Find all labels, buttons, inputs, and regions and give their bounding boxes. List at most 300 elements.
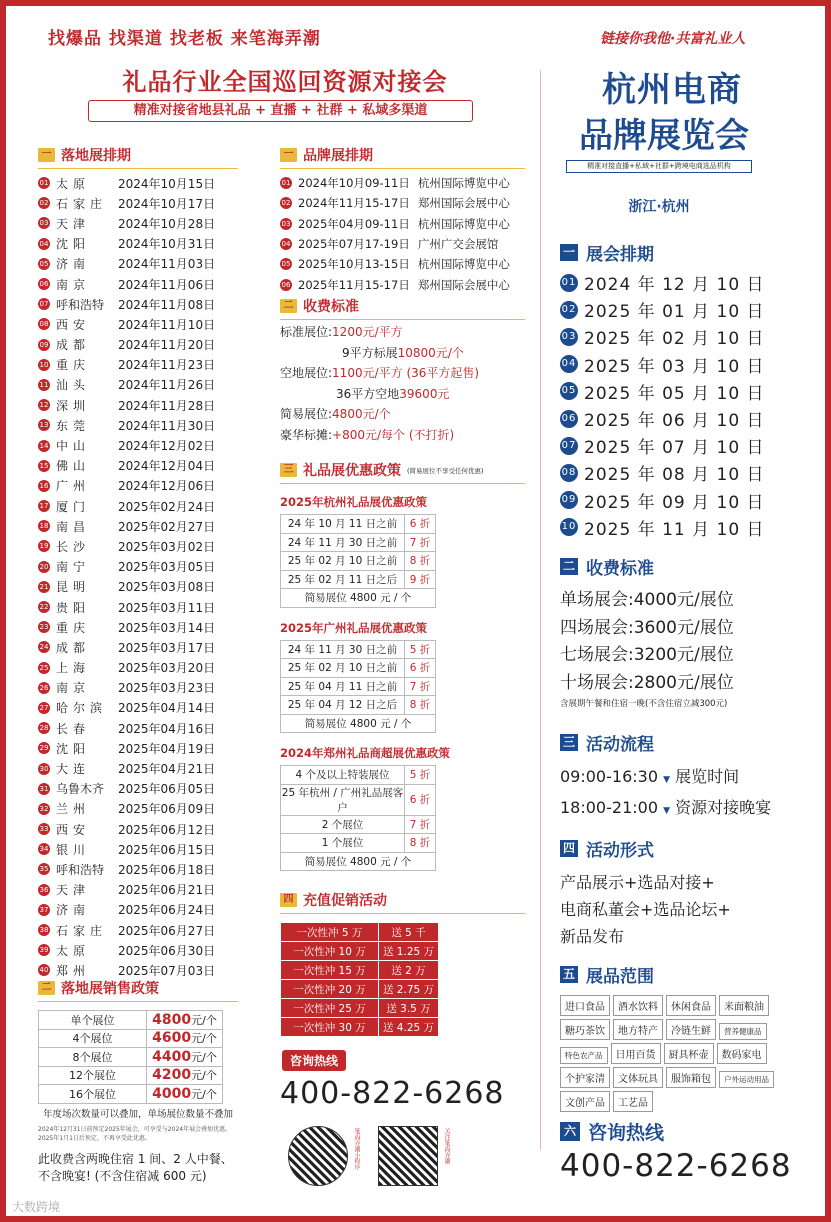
event-date: 2024年11月10日 bbox=[118, 317, 216, 332]
event-date: 2025年06月05日 bbox=[118, 782, 216, 797]
item-number: 09 bbox=[560, 491, 578, 509]
fee-item: 七场展会:3200元/展位 bbox=[560, 645, 734, 665]
brand-schedule-list bbox=[280, 173, 525, 295]
list-item bbox=[280, 214, 525, 234]
fee-item: 单场展会:4000元/展位 bbox=[560, 590, 734, 610]
list-item bbox=[38, 597, 238, 617]
venue: 杭州国际博览中心 bbox=[417, 216, 510, 231]
category-chip: 日用百货 bbox=[611, 1043, 661, 1064]
city-name: 上海 bbox=[56, 661, 91, 676]
list-item bbox=[38, 193, 238, 213]
list-item bbox=[38, 637, 238, 657]
item-number: 06 bbox=[39, 280, 49, 289]
condition: 25 年 04 月 11 日之前 bbox=[281, 677, 405, 696]
lux-label: 豪华标摊: bbox=[280, 427, 333, 442]
list-item bbox=[38, 415, 238, 435]
event-date: 2025年04月16日 bbox=[118, 721, 216, 736]
category-chip: 个护家清 bbox=[560, 1067, 610, 1088]
right-hotline-section bbox=[560, 1118, 810, 1145]
event-date: 2024年10月09-11日 bbox=[298, 176, 410, 191]
list-item bbox=[560, 378, 810, 405]
event-date: 2024年11月03日 bbox=[118, 257, 216, 272]
list-item bbox=[560, 487, 810, 514]
std9-value: 10800元/个 bbox=[397, 345, 464, 360]
section-title: 收费标准 bbox=[586, 559, 654, 579]
section-number: 六 bbox=[560, 1122, 580, 1141]
event-date: 2024年10月31日 bbox=[118, 237, 216, 252]
list-item bbox=[280, 274, 525, 294]
column-divider bbox=[540, 70, 541, 1150]
city-name: 长沙 bbox=[56, 539, 91, 554]
item-number: 35 bbox=[39, 865, 49, 874]
table-row bbox=[281, 677, 436, 696]
list-item bbox=[38, 617, 238, 637]
section-title: 活动流程 bbox=[586, 735, 654, 755]
event-date: 2024年11月28日 bbox=[118, 398, 216, 413]
city-name: 兰州 bbox=[56, 802, 91, 817]
qr2-caption: 关注笔海弄潮 bbox=[443, 1128, 450, 1164]
section-underline bbox=[280, 483, 525, 484]
booth-count: 单个展位 bbox=[39, 1011, 147, 1030]
category-chip: 米面粮油 bbox=[719, 995, 769, 1016]
city-name: 石家庄 bbox=[56, 923, 108, 938]
item-number: 02 bbox=[281, 199, 291, 208]
city-name: 银川 bbox=[56, 842, 91, 857]
price-cell bbox=[147, 1048, 223, 1067]
section-title: 礼品展优惠政策 bbox=[303, 463, 401, 479]
city-name: 乌鲁木齐 bbox=[56, 782, 105, 797]
city-name: 长春 bbox=[56, 721, 91, 736]
price: 4400 bbox=[152, 1048, 192, 1065]
city-name: 贵阳 bbox=[56, 600, 91, 615]
item-number: 01 bbox=[39, 179, 49, 188]
section-number: 一 bbox=[560, 244, 578, 261]
list-item bbox=[38, 456, 238, 476]
expo-schedule-section bbox=[560, 240, 810, 541]
city-name: 郑州 bbox=[56, 963, 91, 978]
category-chip: 文体玩具 bbox=[613, 1067, 663, 1088]
form-item: 新品发布 bbox=[560, 927, 625, 946]
item-number: 33 bbox=[39, 825, 49, 834]
event-date: 2024 年 12 月 10 日 bbox=[584, 275, 765, 296]
recharge-amount: 一次性冲 15 万 bbox=[281, 961, 379, 980]
table-row bbox=[39, 1048, 223, 1067]
table-row bbox=[281, 834, 436, 853]
condition: 24 年 11 月 30 日之前 bbox=[281, 640, 405, 659]
sales-note: 年度场次数量可以叠加，单场展位数量不叠加 bbox=[42, 1108, 233, 1120]
event-date: 2025年11月15-17日 bbox=[298, 277, 410, 292]
city-name: 哈尔滨 bbox=[56, 701, 108, 716]
item-number: 26 bbox=[39, 683, 49, 692]
std-label: 标准展位: bbox=[280, 325, 333, 339]
list-item bbox=[280, 234, 525, 254]
hz-policy-table bbox=[280, 514, 436, 608]
category-chip: 服饰箱包 bbox=[666, 1067, 716, 1088]
event-date: 2025年04月21日 bbox=[118, 762, 216, 777]
form-item: 电商私董会+选品论坛+ bbox=[560, 900, 731, 919]
list-item bbox=[38, 557, 238, 577]
event-date: 2025 年 06 月 10 日 bbox=[584, 411, 765, 432]
table-row bbox=[281, 942, 439, 961]
category-chip: 冷链生鲜 bbox=[666, 1019, 716, 1040]
condition: 4 个及以上特装展位 bbox=[281, 766, 405, 785]
hz-policy-title: 2025年杭州礼品展优惠政策 bbox=[280, 495, 428, 509]
event-date: 2025年04月19日 bbox=[118, 741, 216, 756]
section-number: 二 bbox=[560, 558, 578, 575]
bonus: 送 1.25 万 bbox=[379, 942, 439, 961]
item-number: 06 bbox=[560, 410, 578, 428]
item-number: 05 bbox=[281, 260, 291, 269]
expo-fee-list bbox=[560, 585, 810, 695]
section-title: 充值促销活动 bbox=[303, 893, 387, 909]
item-number: 02 bbox=[39, 199, 49, 208]
event-date: 2025年06月27日 bbox=[118, 923, 216, 938]
condition: 25 年 02 月 11 日之后 bbox=[281, 570, 405, 589]
item-number: 18 bbox=[39, 522, 49, 531]
section-number: 一 bbox=[38, 148, 55, 162]
bonus: 送 2.75 万 bbox=[379, 980, 439, 999]
price: 4000 bbox=[152, 1085, 192, 1102]
main-title: 礼品行业全国巡回资源对接会 bbox=[122, 68, 448, 96]
list-item bbox=[560, 514, 810, 541]
simple-booth-price: 简易展位 4800 元 / 个 bbox=[281, 589, 436, 608]
item-number: 08 bbox=[560, 464, 578, 482]
event-date: 2025年06月18日 bbox=[118, 862, 216, 877]
empty36-value: 39600元 bbox=[399, 386, 450, 401]
item-number: 10 bbox=[560, 518, 578, 536]
flow-section bbox=[560, 730, 810, 825]
event-date: 2024年11月30日 bbox=[118, 418, 216, 433]
list-item bbox=[280, 193, 525, 213]
right-title-1: 杭州电商 bbox=[602, 70, 742, 110]
list-item bbox=[38, 536, 238, 556]
fee-item: 四场展会:3600元/展位 bbox=[560, 617, 734, 638]
std-value: 1200元/平方 bbox=[332, 325, 403, 339]
category-chip: 营养健康品 bbox=[719, 1023, 767, 1040]
city-name: 中山 bbox=[56, 439, 91, 454]
item-number: 01 bbox=[560, 274, 578, 292]
city-name: 沈阳 bbox=[56, 741, 91, 756]
event-date: 2025年03月20日 bbox=[118, 661, 216, 676]
item-number: 19 bbox=[39, 542, 49, 551]
city-name: 深圳 bbox=[56, 398, 91, 413]
category-chip: 酒水饮料 bbox=[613, 995, 663, 1016]
simple-booth-price: 简易展位 4800 元 / 个 bbox=[281, 852, 436, 871]
section-underline bbox=[280, 168, 525, 169]
venue: 郑州国际会展中心 bbox=[417, 196, 510, 211]
section-title: 落地展排期 bbox=[61, 148, 131, 164]
unit: 元/个 bbox=[191, 1050, 217, 1064]
empty-label: 空地展位: bbox=[280, 366, 333, 380]
fee-note: 含展期午餐和住宿一晚(不含住宿立减300元) bbox=[560, 699, 728, 709]
city-name: 东莞 bbox=[56, 418, 91, 433]
event-date: 2025 年 03 月 10 日 bbox=[584, 356, 765, 377]
event-date: 2025 年 02 月 10 日 bbox=[584, 329, 765, 350]
right-title-2: 品牌展览会 bbox=[579, 116, 749, 156]
policy-section bbox=[280, 460, 525, 871]
item-number: 17 bbox=[39, 502, 49, 511]
price-cell bbox=[147, 1085, 223, 1104]
hotline-label: 咨询热线 bbox=[282, 1050, 346, 1071]
list-item bbox=[38, 880, 238, 900]
lux-value: +800元/每个 (不打折) bbox=[332, 427, 455, 442]
discount: 7 折 bbox=[405, 677, 436, 696]
city-name: 成都 bbox=[56, 640, 91, 655]
list-item bbox=[38, 577, 238, 597]
event-date: 2025 年 09 月 10 日 bbox=[584, 492, 765, 513]
list-item bbox=[38, 234, 238, 254]
table-row bbox=[281, 999, 439, 1018]
event-date: 2025 年 05 月 10 日 bbox=[584, 383, 765, 404]
empty36-label: 36平方空地 bbox=[336, 386, 400, 401]
city-name: 南昌 bbox=[56, 519, 91, 534]
city-name: 呼和浩特 bbox=[56, 297, 105, 312]
list-item bbox=[38, 738, 238, 758]
list-item bbox=[38, 395, 238, 415]
discount: 8 折 bbox=[405, 552, 436, 571]
category-chip: 进口食品 bbox=[560, 995, 610, 1016]
std9-label: 9平方标展 bbox=[342, 345, 398, 360]
watermark: 大数跨境 bbox=[12, 1200, 61, 1214]
qr1-caption: 笔海弄潮小程序 bbox=[353, 1128, 360, 1170]
event-date: 2024年12月06日 bbox=[118, 479, 216, 494]
sales-fine-2: 2025年1月1日后预定，不再享受此优惠。 bbox=[38, 1134, 151, 1142]
bonus: 送 3.5 万 bbox=[379, 999, 439, 1018]
city-name: 大连 bbox=[56, 762, 91, 777]
item-number: 01 bbox=[281, 179, 291, 188]
section-underline bbox=[38, 168, 238, 169]
table-row bbox=[281, 923, 439, 942]
simple-value: 4800元/个 bbox=[332, 407, 391, 421]
section-number: 一 bbox=[280, 148, 297, 162]
city-name: 汕头 bbox=[56, 378, 91, 393]
event-date: 2024年11月06日 bbox=[118, 277, 216, 292]
event-date: 2025年06月12日 bbox=[118, 822, 216, 837]
city-name: 广州 bbox=[56, 479, 91, 494]
section-title: 展会排期 bbox=[586, 245, 654, 265]
event-date: 2025年06月24日 bbox=[118, 903, 216, 918]
flow-desc: 展览时间 bbox=[675, 767, 740, 786]
discount: 8 折 bbox=[405, 696, 436, 715]
item-number: 03 bbox=[560, 328, 578, 346]
event-date: 2025年03月02日 bbox=[118, 539, 216, 554]
item-number: 02 bbox=[560, 301, 578, 319]
item-number: 29 bbox=[39, 744, 49, 753]
policy-note: (简易展位不享受任何优惠) bbox=[407, 466, 484, 475]
event-date: 2025年07月17-19日 bbox=[298, 237, 410, 252]
section-title: 咨询热线 bbox=[588, 1122, 665, 1144]
discount: 6 折 bbox=[405, 659, 436, 678]
list-item bbox=[38, 516, 238, 536]
wechat-qr[interactable] bbox=[378, 1126, 438, 1186]
city-name: 重庆 bbox=[56, 358, 91, 373]
list-item bbox=[38, 819, 238, 839]
flow-desc: 资源对接晚宴 bbox=[675, 798, 772, 817]
venue: 杭州国际博览中心 bbox=[417, 257, 510, 272]
list-item bbox=[38, 335, 238, 355]
price-cell bbox=[147, 1029, 223, 1048]
range-chips bbox=[560, 995, 792, 1115]
city-name: 西安 bbox=[56, 822, 91, 837]
event-date: 2025年07月03日 bbox=[118, 963, 216, 978]
item-number: 04 bbox=[39, 239, 49, 248]
event-date: 2025年03月11日 bbox=[118, 600, 216, 615]
recharge-amount: 一次性冲 5 万 bbox=[281, 923, 379, 942]
list-item bbox=[38, 496, 238, 516]
section-title: 活动形式 bbox=[586, 841, 654, 861]
condition: 25 年杭州 / 广州礼品展客户 bbox=[281, 784, 405, 815]
event-date: 2025年06月09日 bbox=[118, 802, 216, 817]
condition: 25 年 02 月 10 日之前 bbox=[281, 659, 405, 678]
item-number: 12 bbox=[39, 401, 49, 410]
list-item bbox=[38, 940, 238, 960]
table-row bbox=[39, 1066, 223, 1085]
city-name: 南京 bbox=[56, 277, 91, 292]
item-number: 15 bbox=[39, 461, 49, 470]
list-item bbox=[38, 799, 238, 819]
list-item bbox=[38, 476, 238, 496]
city-name: 昆明 bbox=[56, 580, 91, 595]
condition: 1 个展位 bbox=[281, 834, 405, 853]
list-item bbox=[38, 375, 238, 395]
list-item bbox=[38, 294, 238, 314]
event-date: 2025年06月21日 bbox=[118, 883, 216, 898]
event-date: 2025年04月09-11日 bbox=[298, 216, 410, 231]
price-cell bbox=[147, 1011, 223, 1030]
section-number: 四 bbox=[560, 840, 578, 857]
recharge-amount: 一次性冲 20 万 bbox=[281, 980, 379, 999]
list-item bbox=[38, 173, 238, 193]
item-number: 04 bbox=[560, 355, 578, 373]
item-number: 07 bbox=[39, 300, 49, 309]
section-underline bbox=[38, 1001, 238, 1002]
city-name: 厦门 bbox=[56, 499, 91, 514]
event-date: 2025年02月27日 bbox=[118, 519, 216, 534]
section-underline bbox=[280, 913, 525, 914]
item-number: 23 bbox=[39, 623, 49, 632]
recharge-table bbox=[280, 922, 439, 1037]
unit: 元/个 bbox=[191, 1087, 217, 1101]
recharge-amount: 一次性冲 25 万 bbox=[281, 999, 379, 1018]
event-date: 2024年11月15-17日 bbox=[298, 196, 410, 211]
expo-schedule-list bbox=[560, 269, 810, 541]
item-number: 21 bbox=[39, 582, 49, 591]
city-name: 成都 bbox=[56, 338, 91, 353]
event-date: 2024年12月02日 bbox=[118, 439, 216, 454]
brand-schedule-section bbox=[280, 145, 525, 295]
item-number: 24 bbox=[39, 643, 49, 652]
event-date: 2024年10月28日 bbox=[118, 216, 216, 231]
list-item bbox=[38, 355, 238, 375]
venue: 广州广交会展馆 bbox=[417, 237, 499, 252]
booth-count: 12个展位 bbox=[39, 1066, 147, 1085]
table-row bbox=[39, 1011, 223, 1030]
unit: 元/个 bbox=[191, 1013, 217, 1027]
item-number: 13 bbox=[39, 421, 49, 430]
event-date: 2025 年 11 月 10 日 bbox=[584, 519, 765, 540]
right-tagline: 精准对接直播+私域+社群+跨境电商选品机构 bbox=[566, 160, 752, 173]
condition: 25 年 02 月 10 日之前 bbox=[281, 552, 405, 571]
city-name: 西安 bbox=[56, 317, 91, 332]
list-item bbox=[38, 718, 238, 738]
item-number: 20 bbox=[39, 562, 49, 571]
recharge-amount: 一次性冲 30 万 bbox=[281, 1018, 379, 1037]
table-row bbox=[281, 961, 439, 980]
list-item bbox=[560, 296, 810, 323]
event-date: 2024年12月04日 bbox=[118, 459, 216, 474]
section-underline bbox=[280, 319, 525, 320]
list-item bbox=[38, 920, 238, 940]
condition: 24 年 10 月 11 日之前 bbox=[281, 515, 405, 534]
discount: 8 折 bbox=[405, 834, 436, 853]
slogan-left: 找爆品 找渠道 找老板 来笔海弄潮 bbox=[48, 29, 321, 49]
list-item bbox=[38, 839, 238, 859]
event-date: 2025年02月24日 bbox=[118, 499, 216, 514]
mini-program-qr[interactable] bbox=[288, 1126, 348, 1186]
condition: 25 年 04 月 12 日之后 bbox=[281, 696, 405, 715]
gz-policy-table bbox=[280, 640, 436, 734]
city-name: 太原 bbox=[56, 176, 91, 191]
list-item bbox=[560, 269, 810, 296]
price-cell bbox=[147, 1066, 223, 1085]
event-date: 2025年06月15日 bbox=[118, 842, 216, 857]
item-number: 05 bbox=[39, 259, 49, 268]
item-number: 39 bbox=[39, 946, 49, 955]
item-number: 34 bbox=[39, 845, 49, 854]
event-date: 2025年04月14日 bbox=[118, 701, 216, 716]
section-title: 展品范围 bbox=[586, 967, 654, 987]
category-chip: 工艺品 bbox=[613, 1091, 653, 1112]
event-date: 2025 年 08 月 10 日 bbox=[584, 465, 765, 486]
table-row bbox=[281, 552, 436, 571]
city-name: 南宁 bbox=[56, 560, 91, 575]
event-date: 2025年10月13-15日 bbox=[298, 257, 410, 272]
list-item bbox=[38, 698, 238, 718]
section-number: 四 bbox=[280, 893, 297, 907]
hotline-number[interactable]: 400-822-6268 bbox=[280, 1076, 505, 1111]
table-row bbox=[281, 1018, 439, 1037]
discount: 5 折 bbox=[405, 640, 436, 659]
price: 4200 bbox=[152, 1067, 192, 1084]
item-number: 30 bbox=[39, 764, 49, 773]
recharge-section bbox=[280, 890, 525, 1037]
section-number: 二 bbox=[280, 299, 297, 313]
unit: 元/个 bbox=[191, 1069, 217, 1083]
section-number: 三 bbox=[280, 463, 297, 477]
range-section bbox=[560, 962, 810, 1115]
list-item bbox=[38, 314, 238, 334]
discount: 6 折 bbox=[405, 784, 436, 815]
list-item bbox=[38, 213, 238, 233]
table-row bbox=[281, 589, 436, 608]
table-row bbox=[281, 570, 436, 589]
section-number: 二 bbox=[38, 981, 55, 995]
event-date: 2025年03月08日 bbox=[118, 580, 216, 595]
booth-count: 4个展位 bbox=[39, 1029, 147, 1048]
section-title: 品牌展排期 bbox=[303, 148, 373, 164]
discount: 7 折 bbox=[405, 533, 436, 552]
expo-fee-section bbox=[560, 554, 810, 709]
discount: 7 折 bbox=[405, 815, 436, 834]
item-number: 28 bbox=[39, 724, 49, 733]
city-name: 重庆 bbox=[56, 620, 91, 635]
item-number: 32 bbox=[39, 804, 49, 813]
city-name: 太原 bbox=[56, 943, 91, 958]
right-hotline-number[interactable]: 400-822-6268 bbox=[560, 1148, 792, 1184]
category-chip: 糖巧茶饮 bbox=[560, 1019, 610, 1040]
table-row bbox=[39, 1085, 223, 1104]
event-date: 2025年03月23日 bbox=[118, 681, 216, 696]
